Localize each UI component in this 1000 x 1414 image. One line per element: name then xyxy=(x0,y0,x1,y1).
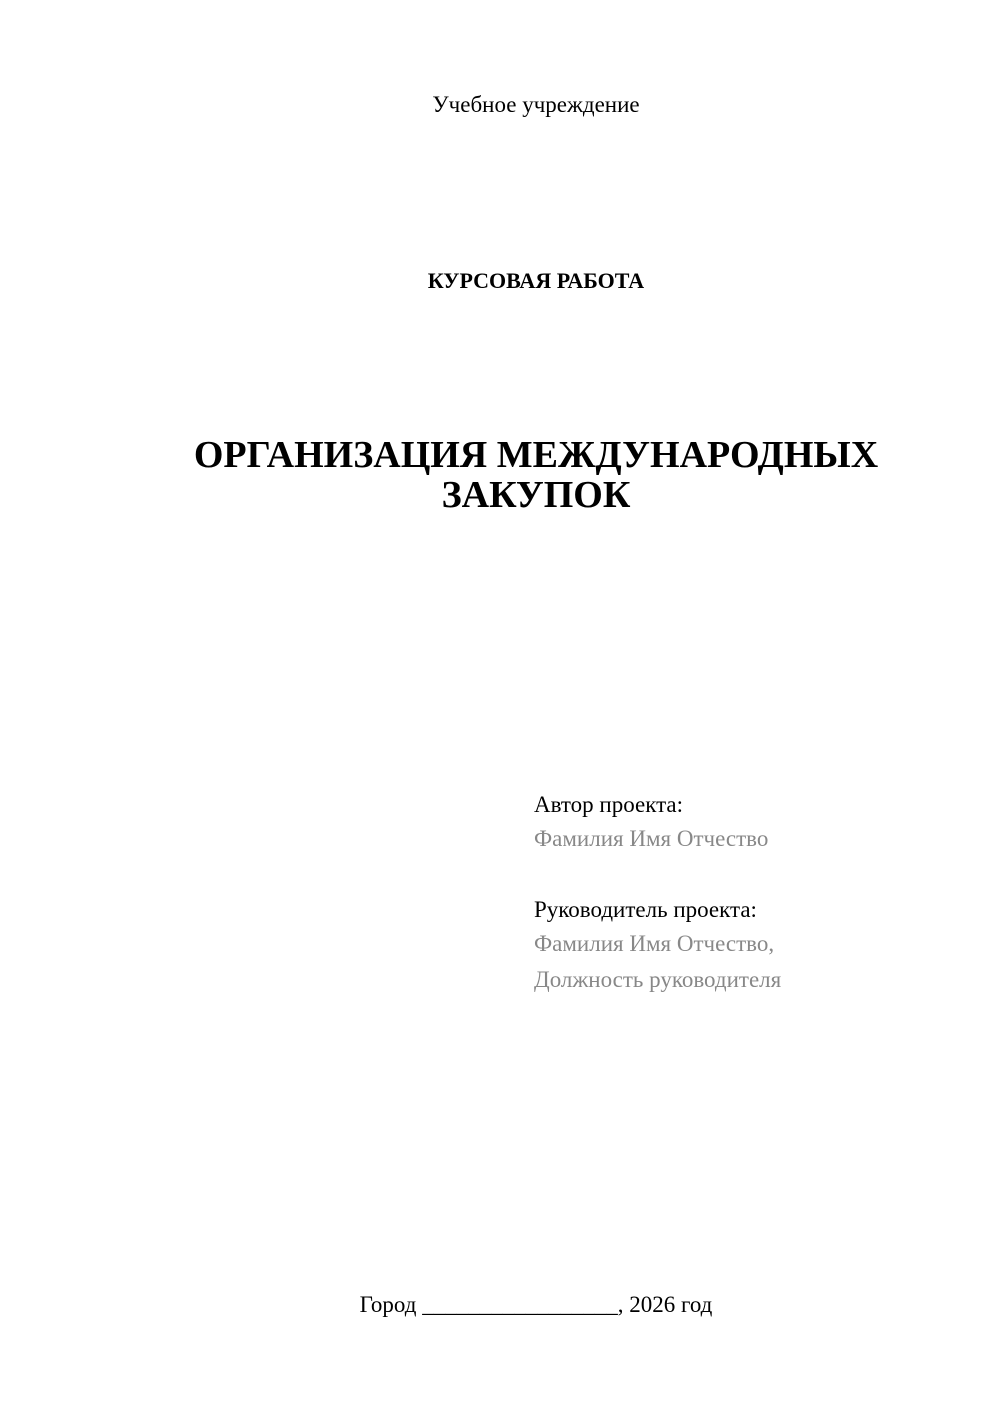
supervisor-name: Фамилия Имя Отчество, xyxy=(534,931,775,956)
work-type-heading: КУРСОВАЯ РАБОТА xyxy=(427,268,645,293)
document-title-line-1: ОРГАНИЗАЦИЯ МЕЖДУНАРОДНЫХ xyxy=(193,434,879,476)
author-name: Фамилия Имя Отчество xyxy=(534,826,769,851)
supervisor-position: Должность руководителя xyxy=(534,967,782,992)
supervisor-label: Руководитель проекта: xyxy=(534,897,757,922)
author-label: Автор проекта: xyxy=(534,792,683,817)
document-title-line-2: ЗАКУПОК xyxy=(441,474,631,516)
document-title xyxy=(0,435,1000,515)
institution-name: Учебное учреждение xyxy=(432,92,640,117)
city-year-line: Город _________________, 2026 год xyxy=(359,1292,713,1317)
